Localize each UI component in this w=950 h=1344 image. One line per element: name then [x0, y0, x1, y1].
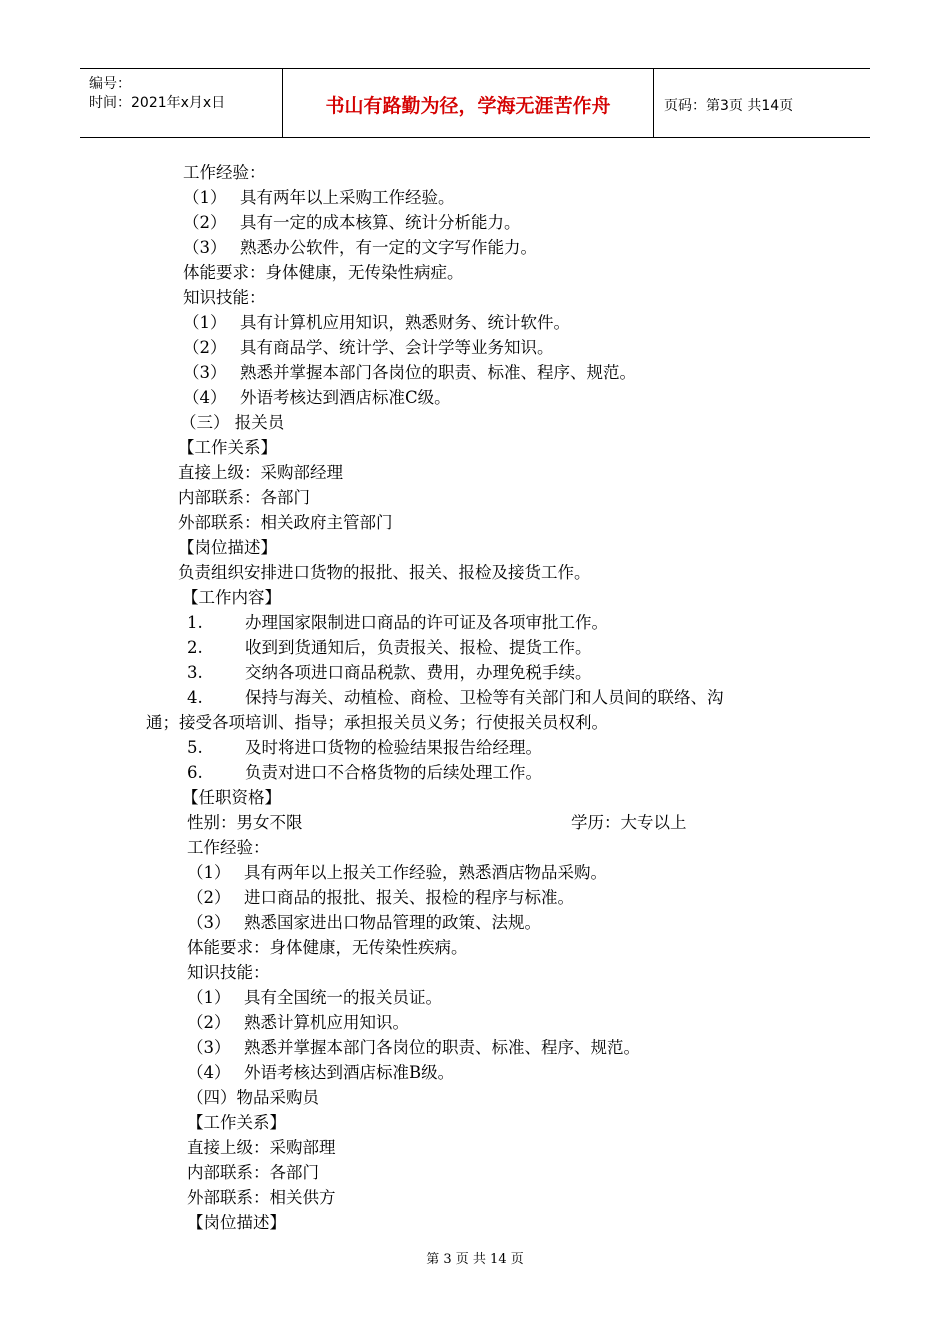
item-number: （3） — [183, 238, 227, 257]
list-item — [187, 988, 442, 1008]
text-line: 直接上级：采购部理 — [187, 1138, 336, 1157]
list-item — [187, 888, 574, 908]
item-number: （2） — [187, 888, 231, 907]
item-number: （1） — [187, 988, 231, 1007]
item-text: 收到到货通知后，负责报关、报检、提货工作。 — [245, 638, 592, 657]
item-number: 3. — [187, 663, 203, 682]
item-text: 具有两年以上采购工作经验。 — [240, 188, 455, 207]
item-number: 2. — [187, 638, 203, 657]
section-label: 知识技能： — [187, 963, 270, 982]
item-text: 及时将进口货物的检验结果报告给经理。 — [245, 738, 542, 757]
item-number: （1） — [187, 863, 231, 882]
text-line: 性别：男女不限 — [187, 813, 303, 832]
list-item — [187, 763, 542, 783]
list-item — [187, 613, 608, 633]
heading-bracket: 【工作关系】 — [187, 1113, 286, 1132]
item-number: （4） — [183, 388, 227, 407]
code-label: 编号： — [89, 76, 131, 92]
item-number: 1. — [187, 613, 203, 632]
item-text: 保持与海关、动植检、商检、卫检等有关部门和人员间的联络、沟 — [245, 688, 724, 707]
list-item — [183, 313, 570, 333]
list-item — [183, 363, 636, 383]
section-label: 工作经验： — [187, 838, 270, 857]
item-number: （3） — [187, 913, 231, 932]
page-header — [80, 68, 870, 138]
list-item — [183, 338, 554, 358]
section-label: 工作经验： — [183, 163, 266, 182]
item-text: 具有全国统一的报关员证。 — [244, 988, 442, 1007]
item-number: （1） — [183, 313, 227, 332]
list-item — [183, 238, 537, 258]
list-item — [187, 738, 542, 758]
item-number: （1） — [183, 188, 227, 207]
page-footer: 第 3 页 共 14 页 — [426, 1252, 524, 1267]
list-item — [187, 1038, 640, 1058]
text-line: 直接上级：采购部经理 — [178, 463, 343, 482]
heading-bracket: 【岗位描述】 — [178, 538, 277, 557]
header-page-cell — [654, 69, 870, 137]
item-number: （2） — [187, 1013, 231, 1032]
text-line: 体能要求：身体健康，无传染性病症。 — [183, 263, 464, 282]
item-text: 具有两年以上报关工作经验，熟悉酒店物品采购。 — [244, 863, 607, 882]
list-item — [187, 1063, 455, 1083]
text-line: 内部联系：各部门 — [178, 488, 310, 507]
list-item — [183, 213, 521, 233]
text-line: 外部联系：相关供方 — [187, 1188, 336, 1207]
text-line: 负责组织安排进口货物的报批、报关、报检及接货工作。 — [178, 563, 591, 582]
section-label: 知识技能： — [183, 288, 266, 307]
item-text: 具有计算机应用知识，熟悉财务、统计软件。 — [240, 313, 570, 332]
item-text: 熟悉计算机应用知识。 — [244, 1013, 409, 1032]
item-text: 具有一定的成本核算、统计分析能力。 — [240, 213, 521, 232]
item-number: （4） — [187, 1063, 231, 1082]
page-info: 页码：第3页 共14页 — [664, 98, 794, 114]
subsection-title: （三） 报关员 — [180, 413, 285, 432]
item-text: 外语考核达到酒店标准B级。 — [244, 1063, 455, 1082]
item-text: 交纳各项进口商品税款、费用，办理免税手续。 — [245, 663, 592, 682]
text-line: 体能要求：身体健康，无传染性疾病。 — [187, 938, 468, 957]
item-number: 4. — [187, 688, 203, 707]
item-text: 办理国家限制进口商品的许可证及各项审批工作。 — [245, 613, 608, 632]
list-item — [187, 688, 724, 708]
list-item — [187, 638, 592, 658]
item-text: 外语考核达到酒店标准C级。 — [240, 388, 451, 407]
text-line: 内部联系：各部门 — [187, 1163, 319, 1182]
list-item — [187, 1013, 409, 1033]
heading-bracket: 【工作关系】 — [178, 438, 277, 457]
item-number: （3） — [187, 1038, 231, 1057]
header-motto-cell — [283, 69, 654, 137]
list-item — [183, 188, 455, 208]
item-number: （2） — [183, 338, 227, 357]
item-number: （2） — [183, 213, 227, 232]
item-number: 6. — [187, 763, 203, 782]
item-text: 具有商品学、统计学、会计学等业务知识。 — [240, 338, 554, 357]
list-item — [183, 388, 451, 408]
header-info-cell — [80, 69, 283, 137]
item-text: 熟悉办公软件，有一定的文字写作能力。 — [240, 238, 537, 257]
item-text: 熟悉国家进出口物品管理的政策、法规。 — [244, 913, 541, 932]
date-line: 时间：2021年x月x日 — [89, 95, 226, 111]
list-item — [187, 663, 592, 683]
item-text: 熟悉并掌握本部门各岗位的职责、标准、程序、规范。 — [244, 1038, 640, 1057]
list-item — [187, 863, 607, 883]
heading-bracket: 【任职资格】 — [182, 788, 281, 807]
text-line: 通；接受各项培训、指导；承担报关员义务；行使报关员权利。 — [146, 713, 608, 732]
text-line: 学历：大专以上 — [571, 813, 687, 832]
item-number: （3） — [183, 363, 227, 382]
item-text: 进口商品的报批、报关、报检的程序与标准。 — [244, 888, 574, 907]
motto: 书山有路勤为径，学海无涯苦作舟 — [325, 95, 611, 117]
text-line: 外部联系：相关政府主管部门 — [178, 513, 393, 532]
item-text: 负责对进口不合格货物的后续处理工作。 — [245, 763, 542, 782]
heading-bracket: 【岗位描述】 — [187, 1213, 286, 1232]
list-item — [187, 913, 541, 933]
item-text: 熟悉并掌握本部门各岗位的职责、标准、程序、规范。 — [240, 363, 636, 382]
item-number: 5. — [187, 738, 203, 757]
subsection-title: （四）物品采购员 — [187, 1088, 319, 1107]
heading-bracket: 【工作内容】 — [182, 588, 281, 607]
